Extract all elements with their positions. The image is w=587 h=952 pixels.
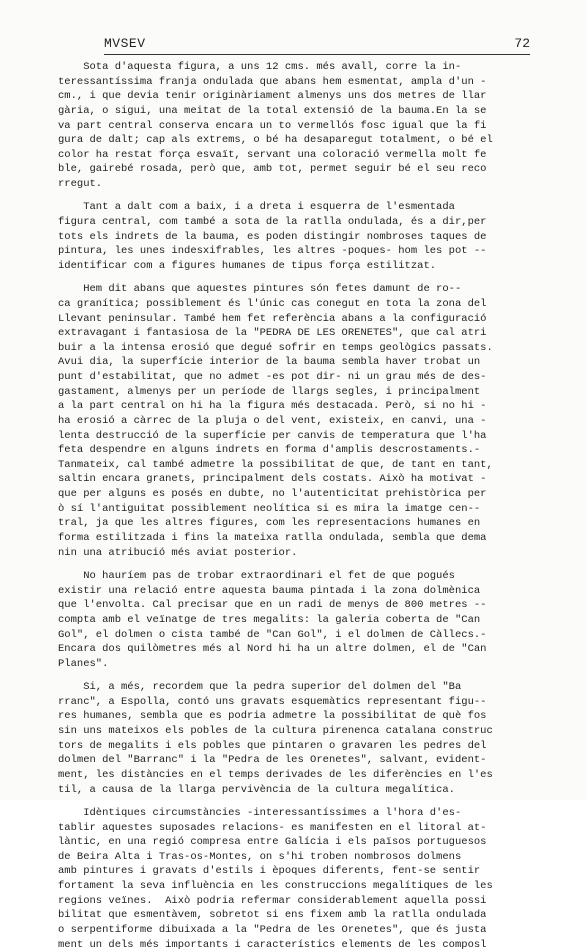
text-line: existir una relació entre aquesta bauma pintada i la zona dolmènica [58,584,481,597]
paragraph-gap [58,560,558,569]
text-line: o serpentiforme dibuixada a la "Pedra de les Orenetes", que és justa [58,923,487,936]
text-line: pintura, les unes indesxifrables, les altres -poques- hom les pot -- [58,245,487,258]
text-line: figura central, com també a sota de la ratlla ondulada, és a dir,per [58,216,487,229]
text-line: Encara dos quilòmetres més al Nord hi ha un altre dolmen, el de "Can [58,643,487,656]
text-line: ment, les distàncies en el temps derivades de les diferències en l'es [58,768,493,781]
paragraph-gap [58,274,558,283]
text-line: Hem dit abans que aquestes pintures són fetes damunt de ro-- [58,283,462,296]
paragraph [58,569,558,671]
text-line: ca granítica; possiblement és l'únic cas conegut en tota la zona del [58,297,487,310]
text-line: Tanmateix, cal també admetre la possibilitat de que, de tant en tant, [58,458,493,471]
paragraph-gap [58,797,558,806]
text-line: gària, o sigui, una meitat de la total extensió de la bauma.En la se [58,104,487,117]
text-line: dolmen del "Barranc" i la "Pedra de les Orenetes", salvant, evident- [58,754,487,767]
paragraph [58,60,558,192]
journal-title: MVSEV [104,36,146,51]
text-line: Planes". [58,657,109,670]
text-line: Si, a més, recordem que la pedra superior del dolmen del "Ba [58,681,462,694]
text-line: saltin encara granets, principalment dels costats. Això ha motivat - [58,473,487,486]
text-line: til, a causa de la llarga pervivència de la cultura megalítica. [58,783,455,796]
text-line: Llevant peninsular. També hem fet referència abans a la configuració [58,312,487,325]
text-line: Tant a dalt com a baix, i a dreta i esquerra de l'esmentada [58,201,455,214]
text-line: ha erosió a càrrec de la pluja o del vent, existeix, en canvi, una - [58,414,487,427]
text-line: color ha restat força esvaït, servant una coloració vermella molt fe [58,148,487,161]
text-line: a la part central on hi ha la figura més destacada. Però, si no hi - [58,400,487,413]
text-line: tablir aquestes suposades relacions- es manifesten en el litoral at- [58,821,487,834]
text-line: No hauríem pas de trobar extraordinari el fet de que pogués [58,570,455,583]
text-line: tots els indrets de la bauma, es poden distingir nombroses taques de [58,230,487,243]
text-line: buir a la intensa erosió que degué sofrir en temps geològics passats. [58,341,493,354]
text-line: gura de dalt; cap als extrems, o bé ha desaparegut totalment, o bé el [58,134,493,147]
text-line: nin una atribució més aviat posterior. [58,546,298,559]
text-line: fortament la seva influència en les construccions megalítiques de les [58,880,493,893]
text-line: sin uns mateixos els pobles de la cultura pirenenca catalana construc [58,725,493,738]
text-line: rranc", a Espolla, contó uns gravats esquemàtics representant figu-- [58,695,487,708]
text-line: extravagant i fantasiosa de la "PEDRA DE LES ORENETES", que cal atri [58,327,487,340]
text-line: que per alguns es posés en dubte, no l'autenticitat prehistòrica per [58,488,487,501]
paragraph-gap [58,192,558,201]
running-header [104,36,530,55]
text-line: que l'envolta. Cal precisar que en un radi de menys de 800 metres -- [58,599,487,612]
paragraph [58,282,558,560]
text-line: Gol", el dolmen o cista també de "Can Gol", i el dolmen de Càllecs.- [58,628,487,641]
text-line: amb pintures i gravats d'estils i èpoques diferents, fent-se sentir [58,865,481,878]
paragraph [58,680,558,797]
page-number: 72 [514,36,530,51]
text-line: de Beira Alta i Tras-os-Montes, on s'hi troben nombrosos dolmens [58,850,462,863]
text-line: Sota d'aquesta figura, a uns 12 cms. més avall, corre la in- [58,61,462,73]
text-line: va part central conserva encara un to vermellós fosc igual que la fi [58,119,487,132]
text-line: ment un dels més importants i característics elements de les composl [58,938,487,951]
text-line: identificar com a figures humanes de tipus força estilitzat. [58,259,437,272]
text-line: Avui dia, la superfície interior de la bauma sembla haver trobat un [58,356,481,369]
text-line: rregut. [58,178,103,190]
text-line: forma estilitzada i fins la mateixa ratlla ondulada, sembla que dema [58,531,487,544]
text-line: gastament, almenys per un període de llargs segles, i principalment [58,385,481,398]
paragraph [58,200,558,273]
text-line: regions veïnes. Això podria refermar considerablement aquella possi [58,894,487,907]
text-line: làntic, en una regió compresa entre Galícia i els països portuguesos [58,836,487,849]
text-line: feta despendre en alguns indrets en forma d'amplis descrostaments.- [58,444,481,457]
text-line: bilitat que esmentàvem, sobretot si ens fixem amb la ratlla ondulada [58,909,487,922]
text-line: punt d'estabilitat, que no admet -es pot dir- ni un grau més de des- [58,371,487,384]
text-line: ble, gairebé rosada, però que, amb tot, permet seguir bé el seu reco [58,163,487,176]
text-line: lenta destrucció de la superfície per canvis de temperatura que l'ha [58,429,487,442]
text-line: teressantíssima franja ondulada que abans hem esmentat, ampla d'un - [58,75,487,88]
body-text [58,60,558,952]
text-line: tors de megalits i els pobles que pintaren o gravaren les pedres del [58,739,487,752]
paragraph [58,806,558,952]
text-line: cm., i que devia tenir originàriament almenys uns dos metres de llar [58,90,487,103]
text-line: res humanes, sembla que es podria admetre la possibilitat de què fos [58,710,487,723]
text-line: ò sí l'antiguitat possiblement neolítica si es mira la imatge cen-- [58,502,481,515]
text-line: Idèntiques circumstàncies -interessantíssimes a l'hora d'es- [58,806,462,819]
text-line: tral, ja que les altres figures, com les representacions humanes en [58,517,481,530]
paragraph-gap [58,671,558,680]
text-line: compta amb el veïnatge de tres megalits: la galeria coberta de "Can [58,613,481,626]
